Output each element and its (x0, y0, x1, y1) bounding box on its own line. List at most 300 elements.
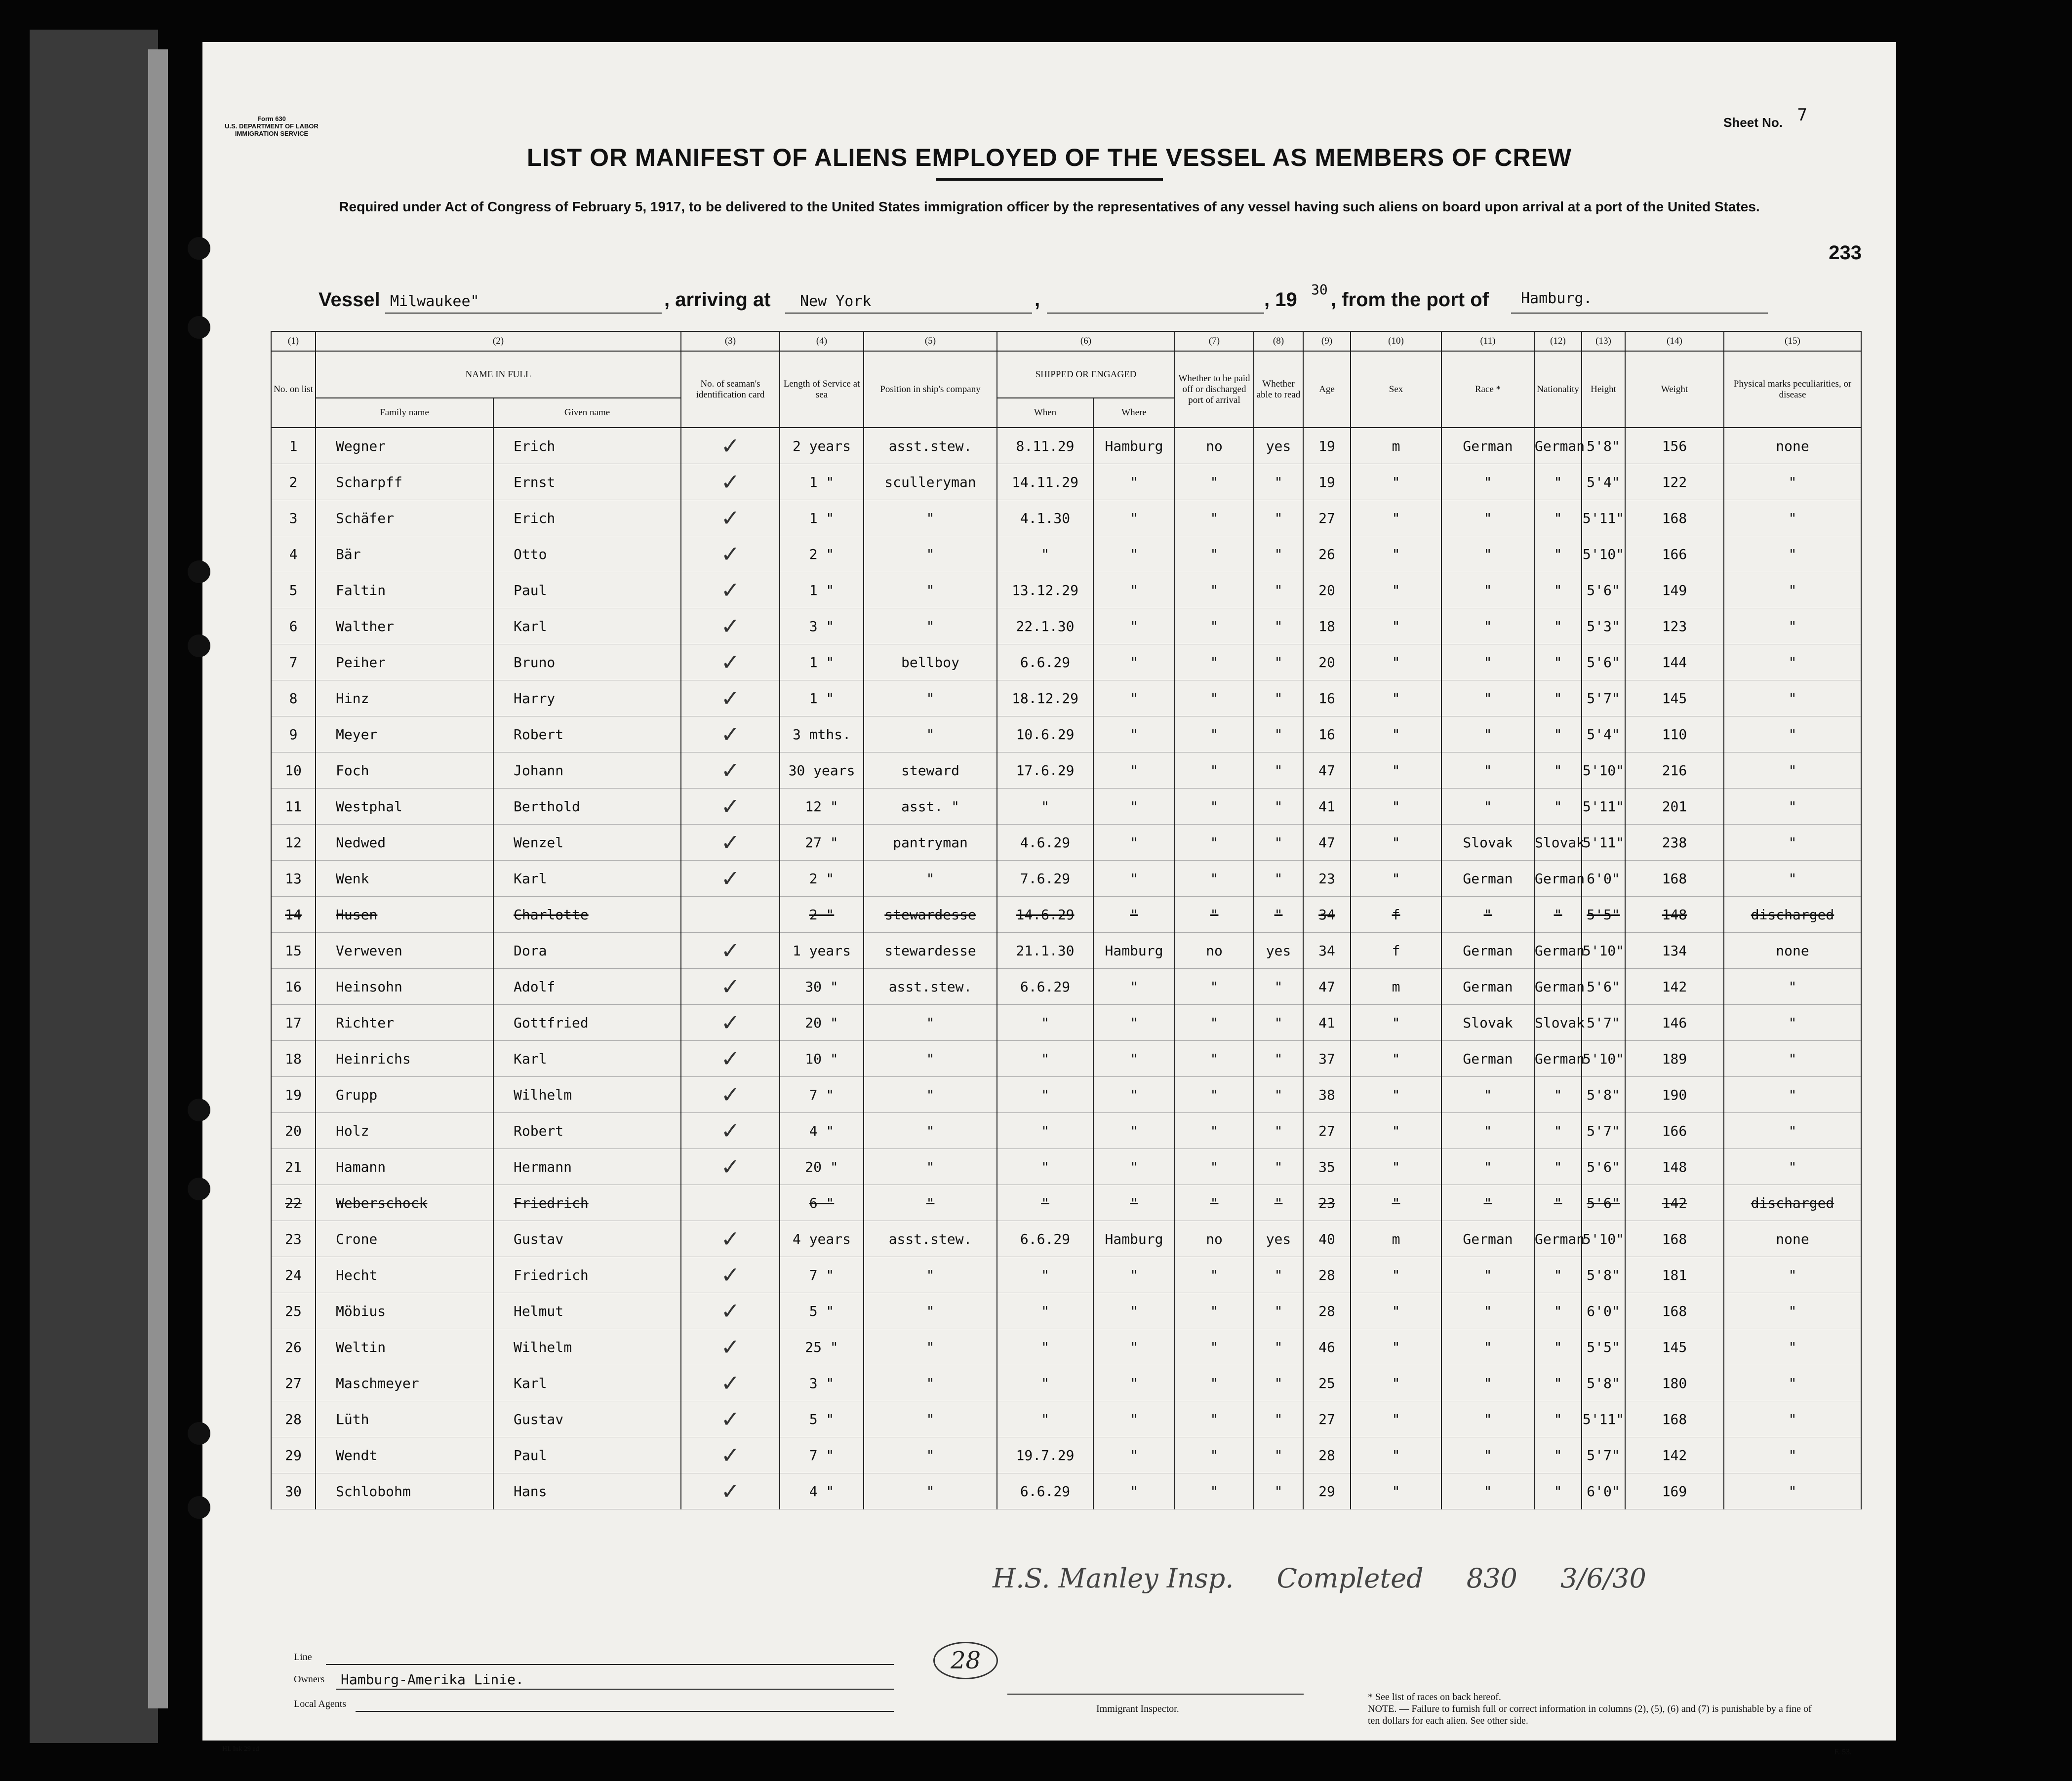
age: 41 (1303, 789, 1351, 825)
engaged-when: " (997, 1077, 1093, 1113)
able-to-read: " (1254, 1005, 1303, 1041)
height: 5'8" (1582, 1365, 1625, 1401)
paid-off: " (1175, 680, 1254, 716)
nationality: " (1534, 752, 1582, 789)
col-where: Where (1093, 398, 1175, 428)
length-of-service: 2 " (780, 536, 864, 572)
weight: 149 (1625, 572, 1724, 608)
engaged-where: " (1093, 464, 1175, 500)
paid-off: " (1175, 1329, 1254, 1365)
row-number: 19 (271, 1077, 316, 1113)
weight: 189 (1625, 1041, 1724, 1077)
row-number: 7 (271, 644, 316, 680)
table-row (271, 1185, 1861, 1221)
race: " (1441, 716, 1534, 752)
age: 28 (1303, 1257, 1351, 1293)
length-of-service: 5 " (780, 1293, 864, 1329)
weight: 166 (1625, 536, 1724, 572)
table-row (271, 680, 1861, 716)
weight: 142 (1625, 1185, 1724, 1221)
position: stewardesse (864, 897, 997, 933)
completed-note: Completed (1276, 1563, 1424, 1594)
position: " (864, 1401, 997, 1437)
physical-marks: " (1724, 861, 1861, 897)
physical-marks: " (1724, 1365, 1861, 1401)
crew-manifest-table (271, 331, 1862, 1509)
sex: " (1351, 680, 1441, 716)
engaged-when: " (997, 789, 1093, 825)
year-suffix: 30 (1311, 281, 1328, 298)
age: 18 (1303, 608, 1351, 644)
weight: 169 (1625, 1473, 1724, 1509)
given-name: Bruno (493, 644, 681, 680)
nationality: " (1534, 1077, 1582, 1113)
able-to-read: " (1254, 1077, 1303, 1113)
family-name: Holz (316, 1113, 493, 1149)
family-name: Wenk (316, 861, 493, 897)
page-subtitle: Required under Act of Congress of February 5, 1917, to be delivered to the United States immigration officer by the representatives of any vessel having such aliens on board upon arrival at a port of the United States. (339, 199, 1760, 214)
given-name: Erich (493, 500, 681, 536)
height: 6'0" (1582, 861, 1625, 897)
given-name: Adolf (493, 969, 681, 1005)
punch-hole (188, 560, 210, 583)
height: 5'7" (1582, 1437, 1625, 1473)
nationality: German (1534, 933, 1582, 969)
engaged-where: " (1093, 752, 1175, 789)
completed-date: 3/6/30 (1560, 1563, 1646, 1594)
table-row (271, 1113, 1861, 1149)
physical-marks: " (1724, 1257, 1861, 1293)
weight: 134 (1625, 933, 1724, 969)
given-name: Robert (493, 1113, 681, 1149)
weight: 144 (1625, 644, 1724, 680)
engaged-where: " (1093, 789, 1175, 825)
weight: 148 (1625, 897, 1724, 933)
weight: 201 (1625, 789, 1724, 825)
check-mark: ✓ (720, 1009, 740, 1036)
row-number: 15 (271, 933, 316, 969)
physical-marks: " (1724, 1113, 1861, 1149)
sex: " (1351, 1329, 1441, 1365)
age: 47 (1303, 752, 1351, 789)
sex: " (1351, 500, 1441, 536)
physical-marks: " (1724, 644, 1861, 680)
seaman-card-cell (681, 789, 780, 825)
table-row (271, 861, 1861, 897)
race: " (1441, 1185, 1534, 1221)
form-reference: F. 53. (1834, 1748, 1852, 1756)
engaged-where: " (1093, 1473, 1175, 1509)
age: 23 (1303, 861, 1351, 897)
check-mark: ✓ (720, 793, 740, 820)
engaged-when: 14.11.29 (997, 464, 1093, 500)
race: German (1441, 428, 1534, 464)
nationality: " (1534, 644, 1582, 680)
length-of-service: 4 " (780, 1473, 864, 1509)
weight: 180 (1625, 1365, 1724, 1401)
position: " (864, 1473, 997, 1509)
weight: 190 (1625, 1077, 1724, 1113)
weight: 168 (1625, 1293, 1724, 1329)
paid-off: " (1175, 1041, 1254, 1077)
given-name: Erich (493, 428, 681, 464)
race: " (1441, 1437, 1534, 1473)
physical-marks: " (1724, 1293, 1861, 1329)
nationality: " (1534, 1257, 1582, 1293)
row-number: 23 (271, 1221, 316, 1257)
sex: " (1351, 1437, 1441, 1473)
family-name: Wegner (316, 428, 493, 464)
weight: 142 (1625, 969, 1724, 1005)
check-mark: ✓ (720, 1226, 740, 1252)
height: 5'11" (1582, 1401, 1625, 1437)
position: asst. " (864, 789, 997, 825)
race: " (1441, 680, 1534, 716)
sex: " (1351, 1257, 1441, 1293)
race: " (1441, 1077, 1534, 1113)
position: " (864, 1365, 997, 1401)
row-number: 2 (271, 464, 316, 500)
length-of-service: 1 " (780, 680, 864, 716)
engaged-where: " (1093, 1365, 1175, 1401)
length-of-service: 30 " (780, 969, 864, 1005)
age: 34 (1303, 933, 1351, 969)
physical-marks: " (1724, 608, 1861, 644)
paid-off: " (1175, 536, 1254, 572)
table-row (271, 825, 1861, 861)
seaman-card-cell (681, 1041, 780, 1077)
table-row (271, 1005, 1861, 1041)
engaged-when: 6.6.29 (997, 644, 1093, 680)
paid-off: " (1175, 644, 1254, 680)
table-row (271, 428, 1861, 464)
col-able-to-read: Whether able to read (1254, 351, 1303, 428)
manifest-sheet (202, 42, 1896, 1756)
sex: " (1351, 1293, 1441, 1329)
engaged-when: 13.12.29 (997, 572, 1093, 608)
engaged-where: " (1093, 572, 1175, 608)
seaman-card-cell (681, 1365, 780, 1401)
position: steward (864, 752, 997, 789)
sex: " (1351, 608, 1441, 644)
able-to-read: " (1254, 897, 1303, 933)
nationality: " (1534, 897, 1582, 933)
punch-hole (188, 1422, 210, 1445)
age: 26 (1303, 536, 1351, 572)
engaged-where: " (1093, 1185, 1175, 1221)
height: 5'10" (1582, 933, 1625, 969)
physical-marks: discharged (1724, 1185, 1861, 1221)
nationality: " (1534, 500, 1582, 536)
race: Slovak (1441, 1005, 1534, 1041)
able-to-read: " (1254, 1257, 1303, 1293)
row-number: 3 (271, 500, 316, 536)
check-mark: ✓ (720, 1478, 740, 1504)
col-seaman-card: No. of seaman's identification card (681, 351, 780, 428)
engaged-when: " (997, 1041, 1093, 1077)
family-name: Schlobohm (316, 1473, 493, 1509)
physical-marks: none (1724, 1221, 1861, 1257)
engaged-where: " (1093, 1149, 1175, 1185)
nationality: " (1534, 1113, 1582, 1149)
given-name: Helmut (493, 1293, 681, 1329)
position: asst.stew. (864, 1221, 997, 1257)
age: 20 (1303, 572, 1351, 608)
position: " (864, 608, 997, 644)
race: German (1441, 1221, 1534, 1257)
family-name: Nedwed (316, 825, 493, 861)
col-number: (6) (997, 331, 1175, 351)
engaged-when: 4.1.30 (997, 500, 1093, 536)
physical-marks: " (1724, 716, 1861, 752)
check-mark: ✓ (720, 505, 740, 531)
length-of-service: 7 " (780, 1437, 864, 1473)
engaged-when: 21.1.30 (997, 933, 1093, 969)
height: 5'3" (1582, 608, 1625, 644)
table-row (271, 608, 1861, 644)
age: 35 (1303, 1149, 1351, 1185)
given-name: Gustav (493, 1221, 681, 1257)
height: 5'10" (1582, 536, 1625, 572)
sex: m (1351, 969, 1441, 1005)
weight: 168 (1625, 1401, 1724, 1437)
engaged-where: " (1093, 1329, 1175, 1365)
row-number: 18 (271, 1041, 316, 1077)
table-row (271, 897, 1861, 933)
check-mark: ✓ (720, 469, 740, 495)
nationality: German (1534, 969, 1582, 1005)
seaman-card-cell (681, 644, 780, 680)
table-row (271, 1401, 1861, 1437)
family-name: Hecht (316, 1257, 493, 1293)
race: German (1441, 969, 1534, 1005)
able-to-read: " (1254, 608, 1303, 644)
engaged-when: 19.7.29 (997, 1437, 1093, 1473)
sex: " (1351, 825, 1441, 861)
paid-off: " (1175, 500, 1254, 536)
engaged-where: " (1093, 1005, 1175, 1041)
length-of-service: 10 " (780, 1041, 864, 1077)
height: 5'8" (1582, 428, 1625, 464)
weight: 238 (1625, 825, 1724, 861)
seaman-card-cell (681, 572, 780, 608)
family-name: Möbius (316, 1293, 493, 1329)
inspector-annotation (993, 1563, 1681, 1594)
nationality: " (1534, 680, 1582, 716)
given-name: Ernst (493, 464, 681, 500)
family-name: Faltin (316, 572, 493, 608)
table-row (271, 464, 1861, 500)
paid-off: no (1175, 428, 1254, 464)
check-mark: ✓ (720, 1262, 740, 1288)
punch-hole (188, 634, 210, 657)
row-number: 17 (271, 1005, 316, 1041)
weight: 181 (1625, 1257, 1724, 1293)
col-number: (10) (1351, 331, 1441, 351)
family-name: Hinz (316, 680, 493, 716)
able-to-read: " (1254, 969, 1303, 1005)
able-to-read: " (1254, 1041, 1303, 1077)
nationality: " (1534, 536, 1582, 572)
owners-label: Owners (294, 1674, 325, 1685)
family-name: Meyer (316, 716, 493, 752)
position: " (864, 536, 997, 572)
able-to-read: " (1254, 680, 1303, 716)
given-name: Dora (493, 933, 681, 969)
sex: " (1351, 861, 1441, 897)
seaman-card-cell (681, 536, 780, 572)
nationality: " (1534, 789, 1582, 825)
position: " (864, 1077, 997, 1113)
given-name: Paul (493, 572, 681, 608)
sex: " (1351, 536, 1441, 572)
given-name: Charlotte (493, 897, 681, 933)
height: 5'6" (1582, 969, 1625, 1005)
paid-off: " (1175, 752, 1254, 789)
check-mark: ✓ (720, 937, 740, 964)
row-number: 10 (271, 752, 316, 789)
weight: 168 (1625, 1221, 1724, 1257)
age: 46 (1303, 1329, 1351, 1365)
engaged-where: " (1093, 861, 1175, 897)
height: 5'5" (1582, 897, 1625, 933)
given-name: Karl (493, 1365, 681, 1401)
row-number: 5 (271, 572, 316, 608)
engaged-when: 10.6.29 (997, 716, 1093, 752)
position: " (864, 500, 997, 536)
physical-marks: " (1724, 1473, 1861, 1509)
paid-off: " (1175, 825, 1254, 861)
engaged-where: " (1093, 825, 1175, 861)
col-weight: Weight (1625, 351, 1724, 428)
paid-off: " (1175, 1149, 1254, 1185)
table-row (271, 969, 1861, 1005)
family-name: Richter (316, 1005, 493, 1041)
seaman-card-cell (681, 933, 780, 969)
paid-off: " (1175, 716, 1254, 752)
check-mark: ✓ (720, 613, 740, 639)
engaged-when: " (997, 536, 1093, 572)
height: 5'10" (1582, 752, 1625, 789)
position: " (864, 1437, 997, 1473)
physical-marks: none (1724, 933, 1861, 969)
family-name: Scharpff (316, 464, 493, 500)
age: 16 (1303, 680, 1351, 716)
table-row (271, 716, 1861, 752)
able-to-read: " (1254, 1293, 1303, 1329)
table-row (271, 752, 1861, 789)
nationality: Slovak (1534, 1005, 1582, 1041)
punch-hole (188, 1178, 210, 1200)
paid-off: " (1175, 1293, 1254, 1329)
position: " (864, 680, 997, 716)
engaged-where: " (1093, 680, 1175, 716)
race: German (1441, 933, 1534, 969)
seaman-card-cell (681, 464, 780, 500)
seaman-card-cell (681, 825, 780, 861)
engaged-where: Hamburg (1093, 428, 1175, 464)
physical-marks: " (1724, 752, 1861, 789)
race: " (1441, 1473, 1534, 1509)
family-name: Peiher (316, 644, 493, 680)
age: 28 (1303, 1293, 1351, 1329)
sex: " (1351, 1005, 1441, 1041)
able-to-read: " (1254, 464, 1303, 500)
check-mark: ✓ (720, 685, 740, 712)
check-mark: ✓ (720, 433, 740, 459)
check-mark: ✓ (720, 757, 740, 784)
sex: " (1351, 464, 1441, 500)
length-of-service: 20 " (780, 1005, 864, 1041)
engaged-where: Hamburg (1093, 1221, 1175, 1257)
physical-marks: discharged (1724, 897, 1861, 933)
engaged-when: " (997, 1329, 1093, 1365)
family-name: Husen (316, 897, 493, 933)
circled-number: 28 (933, 1642, 998, 1679)
weight: 110 (1625, 716, 1724, 752)
punch-hole (188, 1099, 210, 1121)
table-row (271, 1329, 1861, 1365)
col-number: (3) (681, 331, 780, 351)
position: " (864, 1293, 997, 1329)
length-of-service: 4 years (780, 1221, 864, 1257)
position: " (864, 572, 997, 608)
col-length-of-service: Length of Service at sea (780, 351, 864, 428)
paid-off: " (1175, 608, 1254, 644)
check-mark: ✓ (720, 1117, 740, 1144)
given-name: Harry (493, 680, 681, 716)
row-number: 6 (271, 608, 316, 644)
able-to-read: " (1254, 644, 1303, 680)
seaman-card-cell (681, 1077, 780, 1113)
nationality: German (1534, 1041, 1582, 1077)
height: 5'11" (1582, 789, 1625, 825)
length-of-service: 3 " (780, 608, 864, 644)
height: 5'4" (1582, 716, 1625, 752)
height: 5'8" (1582, 1077, 1625, 1113)
row-number: 29 (271, 1437, 316, 1473)
engaged-when: 6.6.29 (997, 1221, 1093, 1257)
check-mark: ✓ (720, 973, 740, 1000)
height: 5'7" (1582, 680, 1625, 716)
able-to-read: " (1254, 716, 1303, 752)
table-row (271, 500, 1861, 536)
family-name: Walther (316, 608, 493, 644)
sex: " (1351, 1041, 1441, 1077)
height: 5'6" (1582, 1149, 1625, 1185)
age: 47 (1303, 825, 1351, 861)
nationality: German (1534, 428, 1582, 464)
physical-marks: " (1724, 1401, 1861, 1437)
nationality: " (1534, 464, 1582, 500)
race: " (1441, 1293, 1534, 1329)
length-of-service: 3 " (780, 1365, 864, 1401)
race: German (1441, 861, 1534, 897)
height: 5'7" (1582, 1005, 1625, 1041)
col-family-name: Family name (316, 398, 493, 428)
year-prefix: , 19 (1264, 289, 1297, 311)
col-number: (1) (271, 331, 316, 351)
seaman-card-cell (681, 608, 780, 644)
col-number: (9) (1303, 331, 1351, 351)
local-agents-label: Local Agents (294, 1699, 347, 1709)
able-to-read: " (1254, 572, 1303, 608)
engaged-when: " (997, 1185, 1093, 1221)
race: " (1441, 1149, 1534, 1185)
check-mark: ✓ (720, 1081, 740, 1108)
able-to-read: " (1254, 1149, 1303, 1185)
binder-edge (148, 49, 168, 1708)
